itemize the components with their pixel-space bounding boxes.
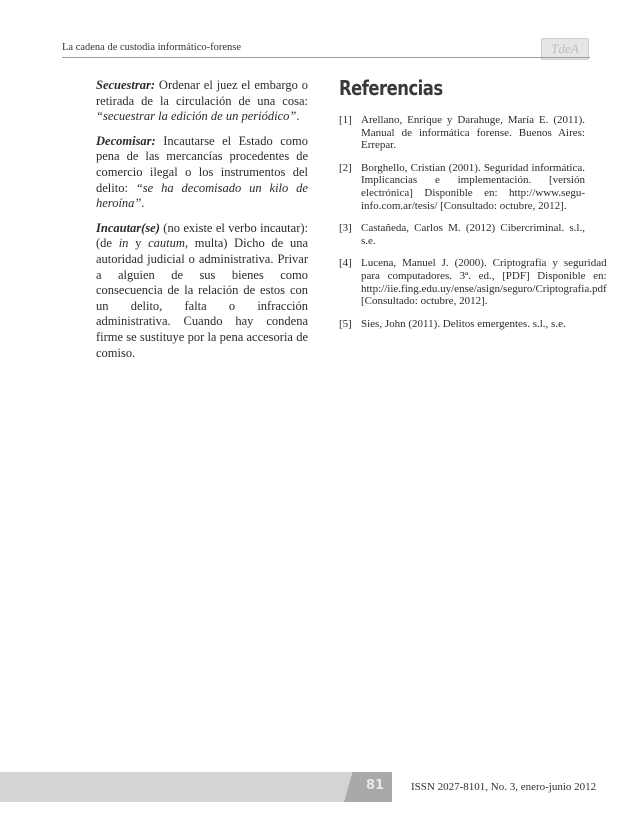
reference-item bbox=[339, 114, 585, 152]
footer-issn: ISSN 2027-8101, No. 3, enero-junio 2012 bbox=[411, 781, 597, 793]
reference-item bbox=[339, 318, 585, 331]
definition-text: , multa) Dicho de una autoridad judicial o administrativa. Privar a alguien de sus bienes como consecuencia de la relación de estos con un delito, falta o infracción administrativa. Cuando hay condena firme se sustituye por la pena accesoria de comiso. bbox=[96, 236, 308, 360]
reference-item bbox=[339, 257, 607, 308]
reference-text: Arellano, Enrique y Darahuge, María E. (2011). Manual de informática forense. Buenos Aires: Errepar. bbox=[361, 114, 585, 152]
reference-number: [5] bbox=[339, 317, 352, 330]
definition-connector: y bbox=[128, 236, 149, 251]
definition-secuestrar bbox=[96, 78, 308, 125]
definitions-column bbox=[96, 78, 308, 361]
definition-example: “secuestrar la edición de un periódico” bbox=[96, 109, 297, 124]
running-header: La cadena de custodia informático-forense bbox=[62, 42, 241, 53]
reference-text: Borghello, Cristian (2001). Seguridad informática. Implicancias e implementación. [versión electrónica] Disponible en: http://www.segu-info.com.ar/tesis/ [Consultado: octubre, 2012]. bbox=[361, 161, 585, 212]
reference-number: [2] bbox=[339, 161, 352, 174]
definition-end: . bbox=[296, 109, 300, 124]
header-rule bbox=[62, 57, 590, 58]
references-section bbox=[339, 76, 607, 340]
reference-number: [1] bbox=[339, 114, 352, 126]
latin-word-in: in bbox=[118, 236, 129, 251]
footer-band bbox=[0, 772, 360, 802]
reference-item bbox=[339, 162, 585, 212]
definition-term: Decomisar: bbox=[96, 133, 156, 148]
definition-term: Incautar(se) bbox=[96, 220, 160, 235]
definition-text: Incautarse el Estado como pena de las mercancías procedentes de comercio ilegal o los instrumentos del delito: bbox=[96, 133, 308, 195]
definition-text: Ordenar el juez el embargo o retirada de la circulación de una cosa: bbox=[96, 78, 308, 108]
reference-item bbox=[339, 222, 585, 247]
definition-term: Secuestrar: bbox=[96, 78, 156, 92]
definition-text: (no existe el verbo incautar): (de bbox=[96, 220, 308, 251]
journal-logo: TdeA bbox=[541, 38, 589, 60]
page-number: 81 bbox=[365, 778, 385, 793]
references-heading: Referencias bbox=[339, 76, 443, 100]
reference-number: [3] bbox=[339, 222, 352, 235]
reference-text: Sies, John (2011). Delitos emergentes. s.l., s.e. bbox=[361, 317, 566, 330]
definition-incautar bbox=[96, 221, 308, 361]
reference-text: Lucena, Manuel J. (2000). Criptografía y seguridad para computadores. 3ª. ed., [PDF] Disponible en: http://iie.fing.edu.uy/ense/asign/seguro/Criptografia.pdf [Consultado: octubre, 2012]. bbox=[361, 257, 607, 308]
reference-number: [4] bbox=[339, 257, 352, 270]
reference-text: Castañeda, Carlos M. (2012) Cibercriminal. s.l., s.e. bbox=[361, 222, 585, 247]
latin-word-cautum: cautum bbox=[148, 236, 185, 251]
definition-example: “se ha decomisado un kilo de heroína” bbox=[96, 180, 308, 211]
definition-decomisar bbox=[96, 134, 308, 212]
definition-end: . bbox=[141, 196, 145, 211]
